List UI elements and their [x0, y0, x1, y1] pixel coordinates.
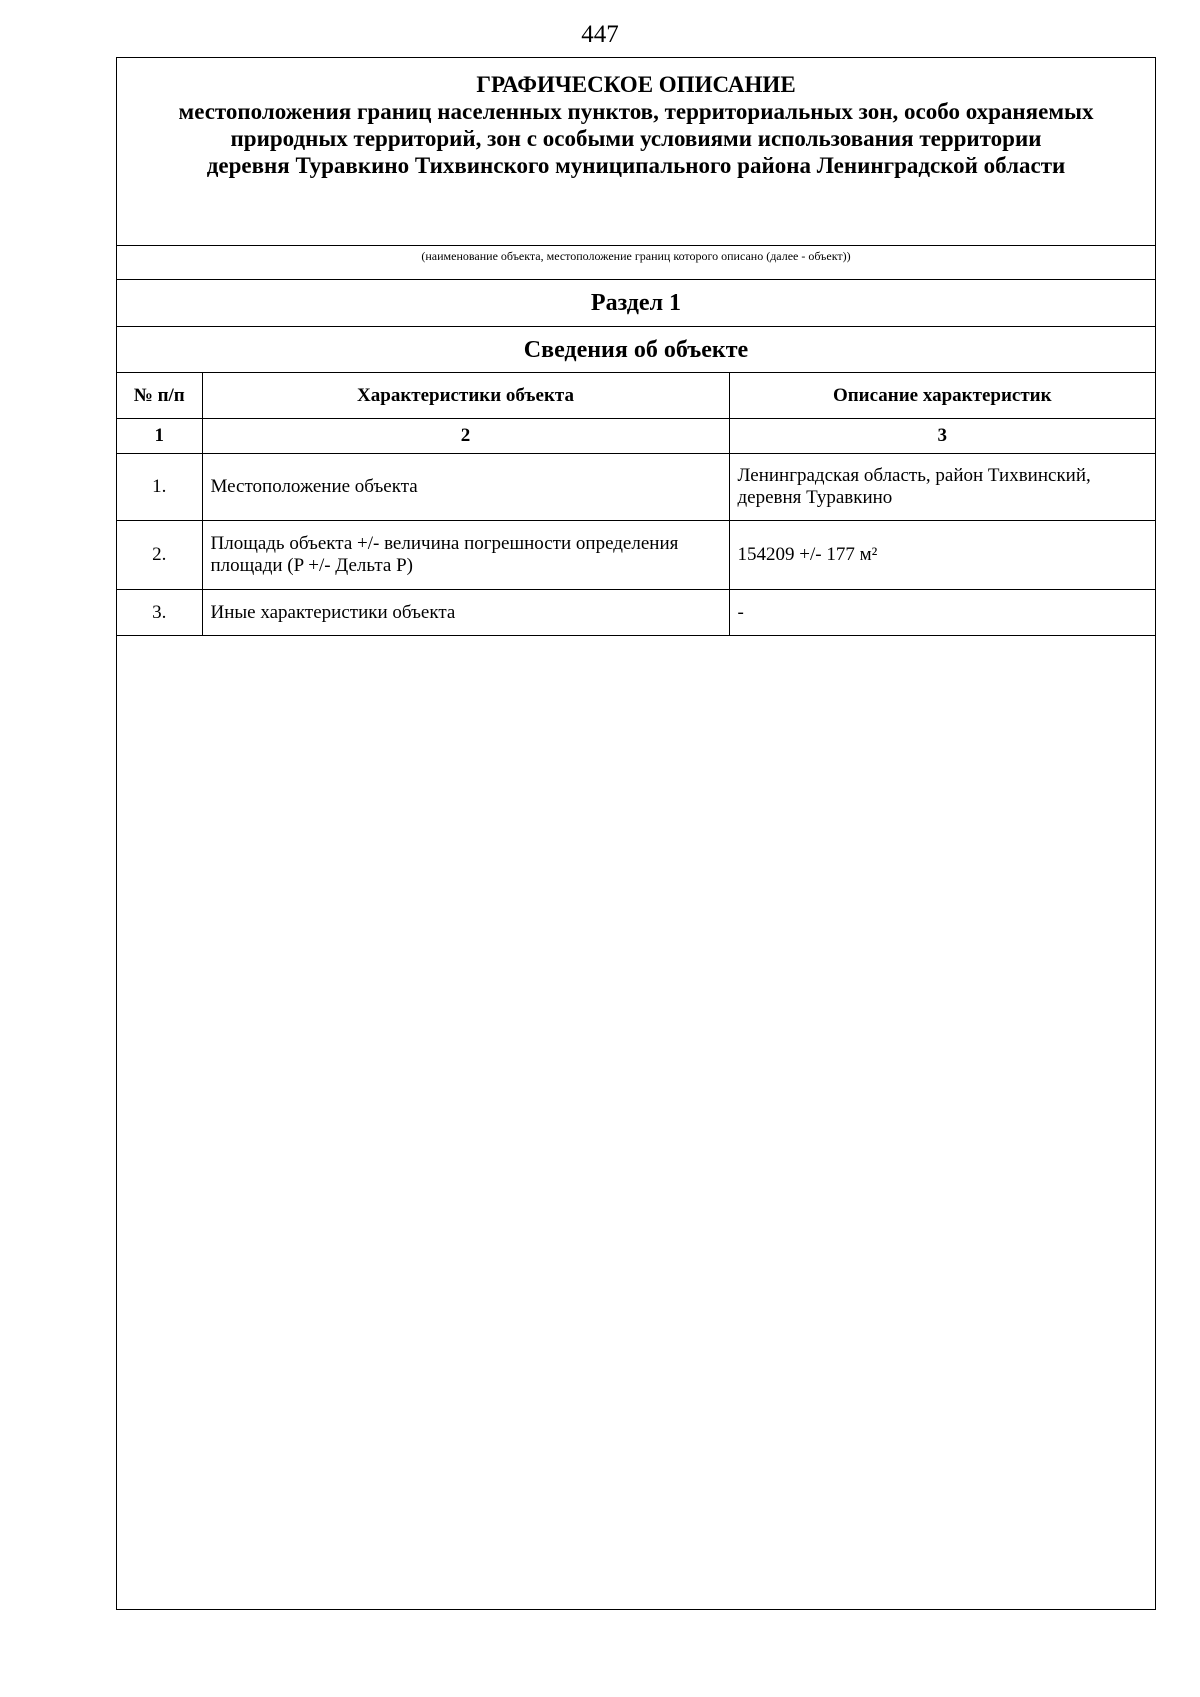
table-row — [117, 590, 1155, 636]
row-description: 154209 +/- 177 м² — [729, 521, 1155, 590]
row-number: 3. — [117, 590, 202, 636]
page-number: 447 — [581, 21, 619, 48]
subsection-heading: Сведения об объекте — [117, 327, 1155, 373]
section-heading: Раздел 1 — [117, 280, 1155, 327]
table-row — [117, 454, 1155, 521]
row-number: 1. — [117, 454, 202, 521]
row-characteristic: Иные характеристики объекта — [202, 590, 729, 636]
header-characteristic: Характеристики объекта — [202, 373, 729, 419]
row-description: Ленинградская область, район Тихвинский, деревня Туравкино — [729, 454, 1155, 521]
title-block — [117, 58, 1155, 246]
row-characteristic: Площадь объекта +/- величина погрешности определения площади (P +/- Дельта P) — [202, 521, 729, 590]
document-title: ГРАФИЧЕСКОЕ ОПИСАНИЕ — [476, 72, 796, 97]
document-frame — [116, 57, 1156, 1610]
column-number: 1 — [117, 419, 202, 454]
header-description: Описание характеристик — [729, 373, 1155, 419]
document-subtitle: местоположения границ населенных пунктов, территориальных зон, особо охраняемых природных территорий, зон с особыми условиями использования территории — [178, 99, 1094, 151]
object-caption: (наименование объекта, местоположение границ которого описано (далее - объект)) — [117, 246, 1155, 280]
column-number: 2 — [202, 419, 729, 454]
table-header-row — [117, 373, 1155, 419]
column-number: 3 — [729, 419, 1155, 454]
row-characteristic: Местоположение объекта — [202, 454, 729, 521]
column-number-row — [117, 419, 1155, 454]
table-row — [117, 521, 1155, 590]
object-info-table — [117, 373, 1155, 636]
object-name: деревня Туравкино Тихвинского муниципального района Ленинградской области — [206, 153, 1066, 178]
row-description: - — [729, 590, 1155, 636]
header-number: № п/п — [117, 373, 202, 419]
row-number: 2. — [117, 521, 202, 590]
